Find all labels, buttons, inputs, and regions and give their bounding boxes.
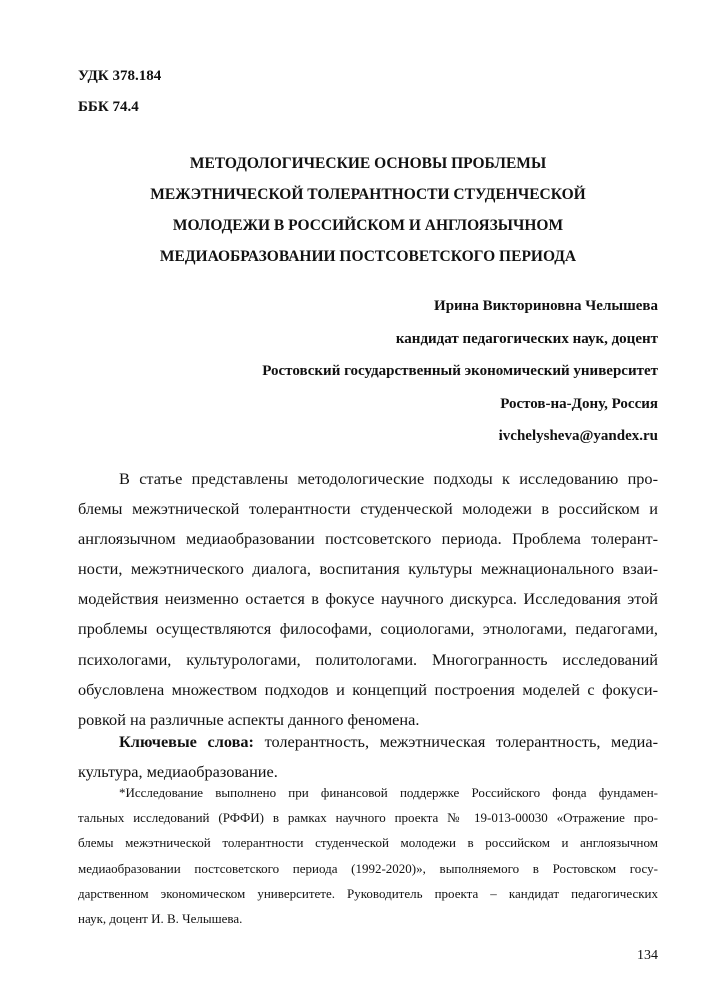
page-number: 134: [637, 948, 658, 963]
abstract-line: В статье представлены методологические подходы к исследованию про-: [119, 469, 658, 488]
footnote-line: блемы межэтнической толерантности студенческой молодежи в российском и англоязычном: [78, 835, 658, 851]
bbk-code: ББК 74.4: [78, 99, 139, 115]
keywords-line: [78, 727, 658, 757]
title-line: МОЛОДЕЖИ В РОССИЙСКОМ И АНГЛОЯЗЫЧНОМ: [172, 217, 564, 234]
udk-code: УДК 378.184: [78, 68, 162, 84]
title-line: МЕДИАОБРАЗОВАНИИ ПОСТСОВЕТСКОГО ПЕРИОДА: [159, 248, 577, 265]
funding-footnote: [78, 780, 658, 931]
article-title: [78, 148, 658, 272]
author-name: Ирина Викториновна Челышева: [434, 298, 658, 314]
abstract-line: ности, межэтнического диалога, воспитания культуры межнационального взаи-: [78, 559, 658, 579]
author-city: Ростов-на-Дону, Россия: [500, 395, 658, 412]
footnote-line: наук, доцент И. В. Челышева.: [78, 910, 243, 926]
abstract-line: ровкой на различные аспекты данного феномена.: [78, 709, 420, 729]
author-email: ivchelysheva@yandex.ru: [498, 428, 658, 444]
author-degree: кандидат педагогических наук, доцент: [395, 330, 658, 347]
abstract-line: психологами, культурологами, политологами. Многогранность исследований: [78, 649, 658, 669]
footnote-line: тальных исследований (РФФИ) в рамках научного проекта № 19-013-00030 «Отражение про-: [78, 810, 658, 826]
author-affiliation: Ростовский государственный экономический университет: [262, 363, 658, 379]
title-line: МЕТОДОЛОГИЧЕСКИЕ ОСНОВЫ ПРОБЛЕМЫ: [189, 155, 547, 172]
keywords-line: культура, медиаобразование.: [78, 762, 278, 781]
abstract-line: блемы межэтнической толерантности студенческой молодежи в российском и: [78, 499, 658, 519]
footnote-line: дарственном экономическом университете. Руководитель проекта – кандидат педагогических: [78, 885, 658, 901]
footnote-line: *Исследование выполнено при финансовой поддержке Российского фонда фундамен-: [119, 785, 658, 800]
abstract-line: модействия неизменно остается в фокусе научного дискурса. Исследования этой: [78, 589, 658, 609]
keywords-text: толерантность, межэтническая толерантность, медиа-: [264, 732, 658, 751]
keywords-label: Ключевые слова:: [119, 732, 254, 751]
abstract: [78, 464, 658, 735]
abstract-line: англоязычном медиаобразовании постсоветского периода. Проблема толерант-: [78, 529, 658, 549]
abstract-line: проблемы осуществляются философами, социологами, этнологами, педагогами,: [78, 619, 658, 639]
title-line: МЕЖЭТНИЧЕСКОЙ ТОЛЕРАНТНОСТИ СТУДЕНЧЕСКОЙ: [150, 186, 586, 203]
footnote-line: медиаобразовании постсоветского периода (1992-2020)», выполняемого в Ростовском госу-: [78, 860, 658, 876]
abstract-line: обусловлена множеством подходов и концепций построения моделей с фокуси-: [78, 679, 658, 699]
keywords: [78, 727, 658, 787]
author-block: [262, 290, 658, 453]
